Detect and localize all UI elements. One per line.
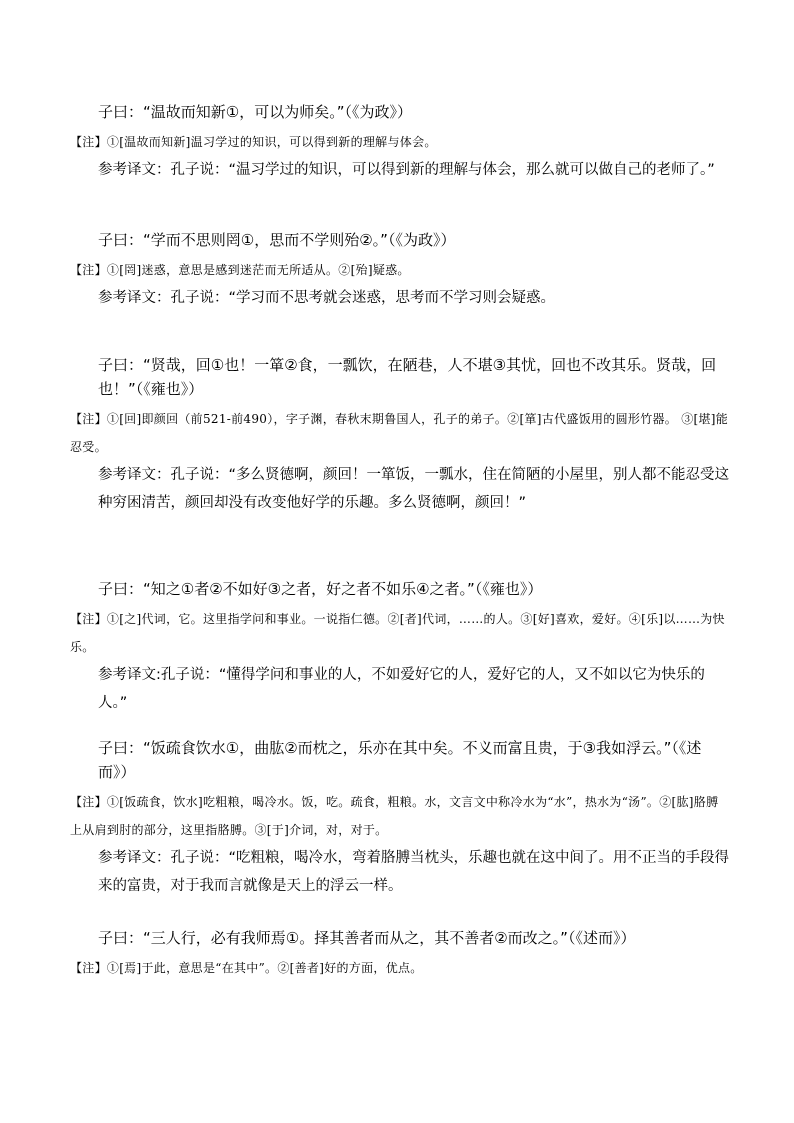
quote-text: 子曰：“温故而知新①，可以为师矣。”（《为政》） (98, 103, 412, 121)
analects-entry-3 (70, 353, 730, 517)
reference-translation: 参考译文：孔子说：“吃粗粮，喝冷水，弯着胳膊当枕头，乐趣也就在这中间了。用不正当的手段得来的富贵，对于我而言就像是天上的浮云一样。 (98, 850, 730, 894)
reference-translation: 参考译文:孔子说：“懂得学问和事业的人，不如爱好它的人，爱好它的人，又不如以它为快乐的人。” (98, 667, 705, 711)
annotation-note: 【注】①[罔]迷惑，意思是感到迷茫而无所适从。②[殆]疑惑。 (70, 263, 410, 277)
analects-entry-1 (70, 100, 730, 184)
annotation-note: 【注】①[温故而知新]温习学过的知识，可以得到新的理解与体会。 (70, 135, 437, 149)
quote-text: 子曰：“饭疏食饮水①，曲肱②而枕之，乐亦在其中矣。不义而富且贵，于③我如浮云。”（《述而》） (98, 739, 702, 781)
quote-text: 子曰：“贤哉，回①也！一箪②食，一瓢饮，在陋巷，人不堪③其忧，回也不改其乐。贤哉，回也！”（《雍也》） (98, 356, 717, 398)
analects-entry-6 (70, 926, 730, 982)
annotation-note: 【注】①[之]代词，它。这里指学问和事业。一说指仁德。②[者]代词，……的人。③[好]喜欢，爱好。④[乐]以……为快乐。 (70, 612, 725, 654)
annotation-note: 【注】①[焉]于此，意思是“在其中”。②[善者]好的方面，优点。 (70, 961, 423, 975)
analects-entry-4 (70, 577, 730, 717)
analects-entry-5 (70, 736, 730, 900)
analects-entry-2 (70, 228, 730, 312)
annotation-note: 【注】①[饭疏食，饮水]吃粗粮，喝冷水。饭，吃。疏食，粗粮。水，文言文中称冷水为“水”，热水为“汤”。②[肱]胳膊上从肩到肘的部分，这里指胳膊。③[于]介词，对，对于。 (70, 795, 719, 837)
quote-text: 子曰：“学而不思则罔①，思而不学则殆②。”（《为政》） (98, 231, 456, 249)
annotation-note: 【注】①[回]即颜回（前521-前490），字子渊，春秋末期鲁国人，孔子的弟子。②[箪]古代盛饭用的圆形竹器。 ③[堪]能忍受。 (70, 412, 729, 454)
reference-translation: 参考译文：孔子说：“多么贤德啊，颜回！一箪饭，一瓢水，住在简陋的小屋里，别人都不能忍受这种穷困清苦，颜回却没有改变他好学的乐趣。多么贤德啊，颜回！” (98, 467, 730, 511)
reference-translation: 参考译文：孔子说：“学习而不思考就会迷惑，思考而不学习则会疑惑。 (98, 290, 556, 306)
reference-translation: 参考译文：孔子说：“温习学过的知识，可以得到新的理解与体会，那么就可以做自己的老师了。” (98, 162, 715, 178)
quote-text: 子曰：“知之①者②不如好③之者，好之者不如乐④之者。”（《雍也》） (98, 580, 543, 598)
quote-text: 子曰：“三人行，必有我师焉①。择其善者而从之，其不善者②而改之。”（《述而》） (98, 929, 636, 947)
